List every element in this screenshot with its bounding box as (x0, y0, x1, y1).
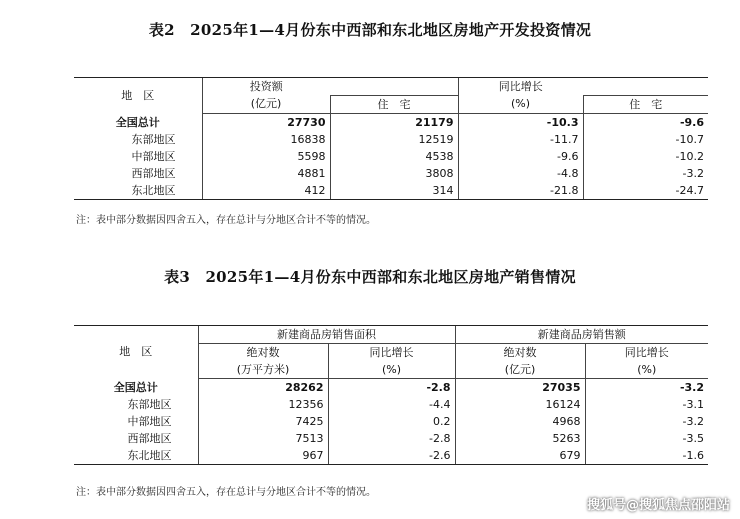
cell-yoy-residential: -10.2 (583, 148, 708, 165)
table-row (74, 447, 708, 465)
header-area-abs-unit: (万平方米) (198, 361, 328, 379)
table-row (74, 114, 708, 132)
watermark: 搜狐号@搜狐焦点邵阳站 (586, 498, 730, 513)
cell-area-yoy: -4.4 (328, 396, 455, 413)
cell-area-yoy: 0.2 (328, 413, 455, 430)
row-region: 全国总计 (115, 115, 160, 129)
row-region: 中部地区 (127, 415, 172, 428)
header-spacer (583, 78, 708, 96)
header-yoy-residential: 住 宅 (583, 96, 708, 114)
cell-investment: 27730 (202, 114, 330, 132)
header-residential: 住 宅 (330, 96, 458, 114)
table2-title: 表2 2025年1—4月份东中西部和东北地区房地产开发投资情况 (148, 21, 592, 39)
cell-area: 28262 (198, 379, 328, 397)
row-region: 东部地区 (131, 133, 176, 146)
table3-title: 表3 2025年1—4月份东中西部和东北地区房地产销售情况 (164, 268, 576, 286)
cell-investment: 16838 (202, 131, 330, 148)
table-row (74, 413, 708, 430)
table-row (74, 430, 708, 447)
investment-table (74, 77, 708, 200)
table-row (74, 148, 708, 165)
cell-investment: 412 (202, 182, 330, 200)
header-sales-abs: 绝对数 (455, 344, 585, 362)
cell-sales-yoy: -3.2 (585, 413, 708, 430)
cell-area-yoy: -2.8 (328, 379, 455, 397)
cell-yoy-residential: -24.7 (583, 182, 708, 200)
cell-area-yoy: -2.6 (328, 447, 455, 465)
row-region: 西部地区 (131, 167, 176, 180)
cell-residential: 21179 (330, 114, 458, 132)
header-area-abs: 绝对数 (198, 344, 328, 362)
header-sales-yoy-unit: (%) (585, 361, 708, 379)
cell-yoy-residential: -10.7 (583, 131, 708, 148)
cell-sales: 27035 (455, 379, 585, 397)
cell-residential: 314 (330, 182, 458, 200)
header-region: 地 区 (74, 78, 202, 114)
row-region: 西部地区 (127, 432, 172, 445)
header-area-yoy-unit: (%) (328, 361, 455, 379)
cell-yoy: -10.3 (458, 114, 583, 132)
header-area-group: 新建商品房销售面积 (198, 326, 455, 344)
cell-sales-yoy: -3.1 (585, 396, 708, 413)
cell-investment: 4881 (202, 165, 330, 182)
header-sales-yoy: 同比增长 (585, 344, 708, 362)
cell-sales-yoy: -3.2 (585, 379, 708, 397)
row-region: 中部地区 (131, 150, 176, 163)
header-sales-abs-unit: (亿元) (455, 361, 585, 379)
table3-note: 注：表中部分数据因四舍五入，存在总计与分地区合计不等的情况。 (76, 487, 376, 498)
cell-yoy-residential: -3.2 (583, 165, 708, 182)
row-region: 东北地区 (74, 182, 202, 200)
cell-yoy-residential: -9.6 (583, 114, 708, 132)
cell-area-yoy: -2.8 (328, 430, 455, 447)
cell-area: 7425 (198, 413, 328, 430)
cell-sales-yoy: -1.6 (585, 447, 708, 465)
table-row (74, 396, 708, 413)
cell-area: 12356 (198, 396, 328, 413)
header-investment-unit: (亿元) (202, 96, 330, 114)
header-region: 地 区 (74, 326, 198, 379)
cell-sales: 679 (455, 447, 585, 465)
cell-yoy: -11.7 (458, 131, 583, 148)
cell-sales-yoy: -3.5 (585, 430, 708, 447)
header-yoy-unit: (%) (458, 96, 583, 114)
cell-residential: 3808 (330, 165, 458, 182)
table-row (74, 131, 708, 148)
header-investment: 投资额 (202, 78, 330, 96)
row-region: 东北地区 (74, 447, 198, 465)
cell-sales: 4968 (455, 413, 585, 430)
cell-yoy: -4.8 (458, 165, 583, 182)
header-area-yoy: 同比增长 (328, 344, 455, 362)
cell-residential: 12519 (330, 131, 458, 148)
cell-investment: 5598 (202, 148, 330, 165)
cell-yoy: -9.6 (458, 148, 583, 165)
header-yoy: 同比增长 (458, 78, 583, 96)
cell-residential: 4538 (330, 148, 458, 165)
header-spacer (330, 78, 458, 96)
table-row (74, 165, 708, 182)
table-row (74, 182, 708, 200)
table2-note: 注：表中部分数据因四舍五入，存在总计与分地区合计不等的情况。 (76, 215, 376, 226)
cell-sales: 16124 (455, 396, 585, 413)
cell-area: 7513 (198, 430, 328, 447)
cell-area: 967 (198, 447, 328, 465)
row-region: 全国总计 (113, 380, 158, 394)
cell-sales: 5263 (455, 430, 585, 447)
table-row (74, 379, 708, 397)
header-sales-group: 新建商品房销售额 (455, 326, 708, 344)
sales-table (74, 325, 708, 465)
row-region: 东部地区 (127, 398, 172, 411)
cell-yoy: -21.8 (458, 182, 583, 200)
